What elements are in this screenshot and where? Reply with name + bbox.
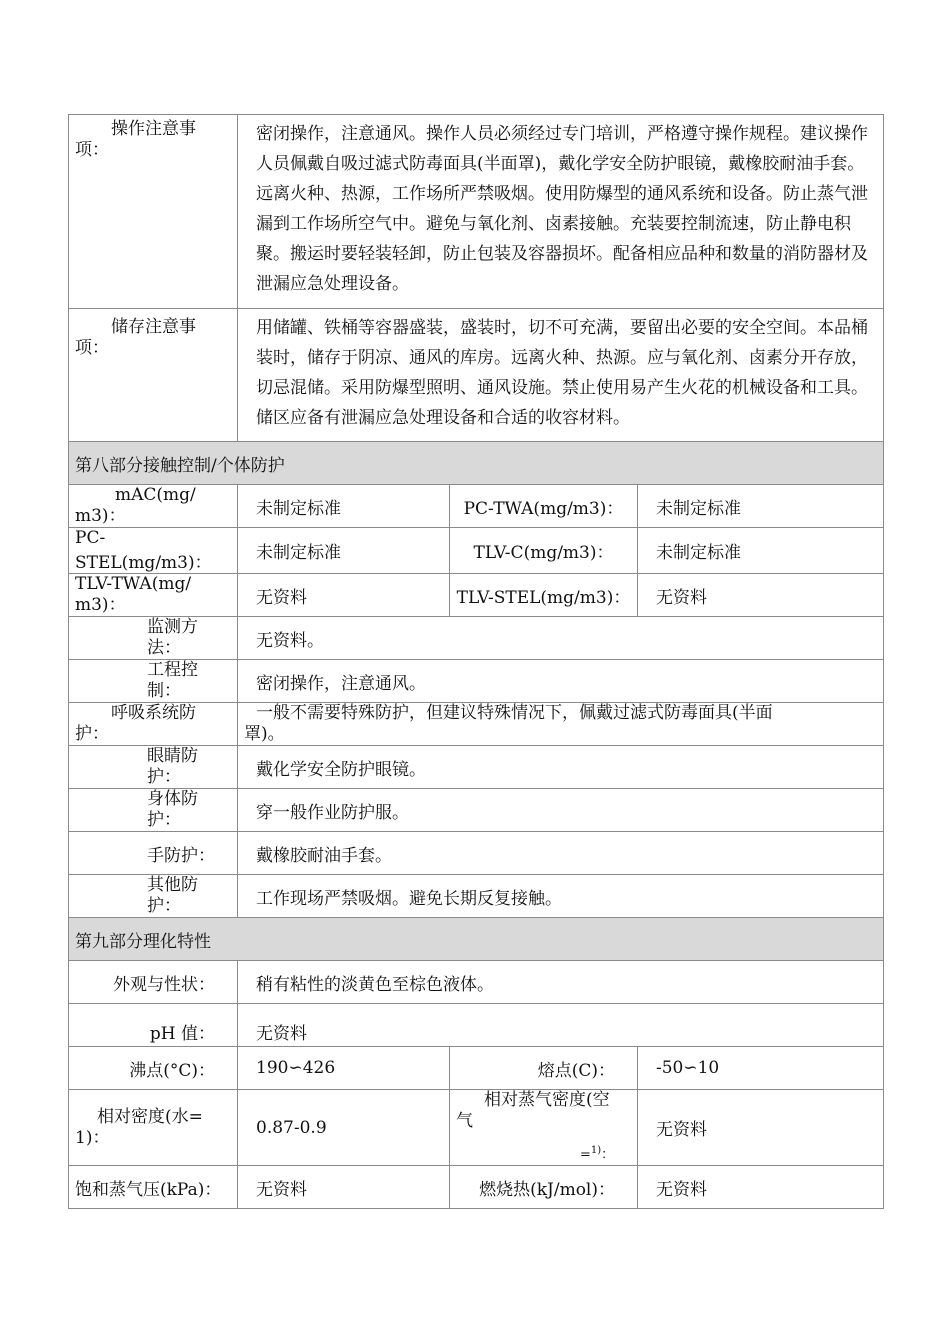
melting-label: 熔点(C)： xyxy=(450,1047,638,1090)
appearance-label: 外观与性状： xyxy=(69,961,238,1004)
hand-row xyxy=(69,832,884,875)
storage-text-cell xyxy=(238,309,884,442)
rel-density-label: 相对密度(水= 1)： xyxy=(69,1090,238,1166)
tlvtwa-label: TLV-TWA(mg/ m3)： xyxy=(69,574,238,617)
boiling-row xyxy=(69,1047,884,1090)
melting-value: -50∽10 xyxy=(638,1047,884,1090)
operation-label: 操作注意事 项： xyxy=(69,115,238,309)
vapor-pressure-value: 无资料 xyxy=(238,1166,450,1209)
pctwa-value: 未制定标准 xyxy=(638,485,884,528)
storage-label: 储存注意事 项： xyxy=(69,309,238,442)
respiratory-row xyxy=(69,703,884,746)
pcstel-label: PC-STEL(mg/m3)： xyxy=(69,528,238,574)
tlvc-label: TLV-C(mg/m3)： xyxy=(450,528,638,574)
monitor-label: 监测方 法： xyxy=(69,617,238,660)
density-row xyxy=(69,1090,884,1166)
appearance-row xyxy=(69,961,884,1004)
mac-value: 未制定标准 xyxy=(238,485,450,528)
combustion-value: 无资料 xyxy=(638,1166,884,1209)
respiratory-value: 一般不需要特殊防护，但建议特殊情况下，佩戴过滤式防毒面具(半面 罩)。 xyxy=(238,703,884,746)
ph-row xyxy=(69,1004,884,1047)
section8-title: 第八部分接触控制/个体防护 xyxy=(69,442,884,485)
pctwa-label: PC-TWA(mg/m3)： xyxy=(450,485,638,528)
hand-label: 手防护： xyxy=(69,832,238,875)
body-row xyxy=(69,789,884,832)
other-value: 工作现场严禁吸烟。避免长期反复接触。 xyxy=(238,875,884,918)
mac-label: mAC(mg/ m3)： xyxy=(69,485,238,528)
eye-row xyxy=(69,746,884,789)
vapor-pressure-label: 饱和蒸气压(kPa)： xyxy=(69,1166,238,1209)
tlvstel-value: 无资料 xyxy=(638,574,884,617)
storage-text: 用储罐、铁桶等容器盛装，盛装时，切不可充满，要留出必要的安全空间。本品桶装时，储存于阴凉、通风的库房。远离火种、热源。应与氧化剂、卤素分开存放，切忌混储。采用防爆型照明、通风设施。禁止使用易产生火花的机械设备和工具。储区应备有泄漏应急处理设备和合适的收容材料。 xyxy=(256,318,868,428)
vapor-density-label: 相对蒸气密度(空 气 =$^{1)}$： xyxy=(450,1090,638,1166)
engineering-label: 工程控 制： xyxy=(69,660,238,703)
eye-value: 戴化学安全防护眼镜。 xyxy=(238,746,884,789)
other-label: 其他防 护： xyxy=(69,875,238,918)
eye-label: 眼睛防 护： xyxy=(69,746,238,789)
operation-row xyxy=(69,115,884,309)
tlvtwa-row xyxy=(69,574,884,617)
combustion-label: 燃烧热(kJ/mol)： xyxy=(450,1166,638,1209)
sds-table xyxy=(68,114,884,1209)
monitor-value: 无资料。 xyxy=(238,617,884,660)
engineering-value: 密闭操作，注意通风。 xyxy=(238,660,884,703)
vapor-density-value: 无资料 xyxy=(638,1090,884,1166)
ph-label: pH 值： xyxy=(69,1004,238,1047)
pcstel-value: 未制定标准 xyxy=(238,528,450,574)
tlvc-value: 未制定标准 xyxy=(638,528,884,574)
pcstel-row xyxy=(69,528,884,574)
storage-row xyxy=(69,309,884,442)
monitor-row xyxy=(69,617,884,660)
ph-value: 无资料 xyxy=(238,1004,884,1047)
engineering-row xyxy=(69,660,884,703)
mac-row xyxy=(69,485,884,528)
boiling-label: 沸点(°C)： xyxy=(69,1047,238,1090)
tlvstel-label: TLV-STEL(mg/m3)： xyxy=(450,574,638,617)
appearance-value: 稍有粘性的淡黄色至棕色液体。 xyxy=(238,961,884,1004)
hand-value: 戴橡胶耐油手套。 xyxy=(238,832,884,875)
operation-text: 密闭操作，注意通风。操作人员必须经过专门培训，严格遵守操作规程。建议操作人员佩戴自吸过滤式防毒面具(半面罩)，戴化学安全防护眼镜，戴橡胶耐油手套。远离火种、热源，工作场所严禁吸烟。使用防爆型的通风系统和设备。防止蒸气泄漏到工作场所空气中。避免与氧化剂、卤素接触。充装要控制流速，防止静电积聚。搬运时要轻装轻卸，防止包装及容器损坏。配备相应品种和数量的消防器材及泄漏应急处理设备。 xyxy=(238,115,884,309)
respiratory-label: 呼吸系统防 护： xyxy=(69,703,238,746)
tlvtwa-value: 无资料 xyxy=(238,574,450,617)
body-value: 穿一般作业防护服。 xyxy=(238,789,884,832)
vapor-pressure-row xyxy=(69,1166,884,1209)
section9-header-row xyxy=(69,918,884,961)
rel-density-value: 0.87-0.9 xyxy=(238,1090,450,1166)
boiling-value: 190∽426 xyxy=(238,1047,450,1090)
body-label: 身体防 护： xyxy=(69,789,238,832)
other-row xyxy=(69,875,884,918)
section9-title: 第九部分理化特性 xyxy=(69,918,884,961)
section8-header-row xyxy=(69,442,884,485)
